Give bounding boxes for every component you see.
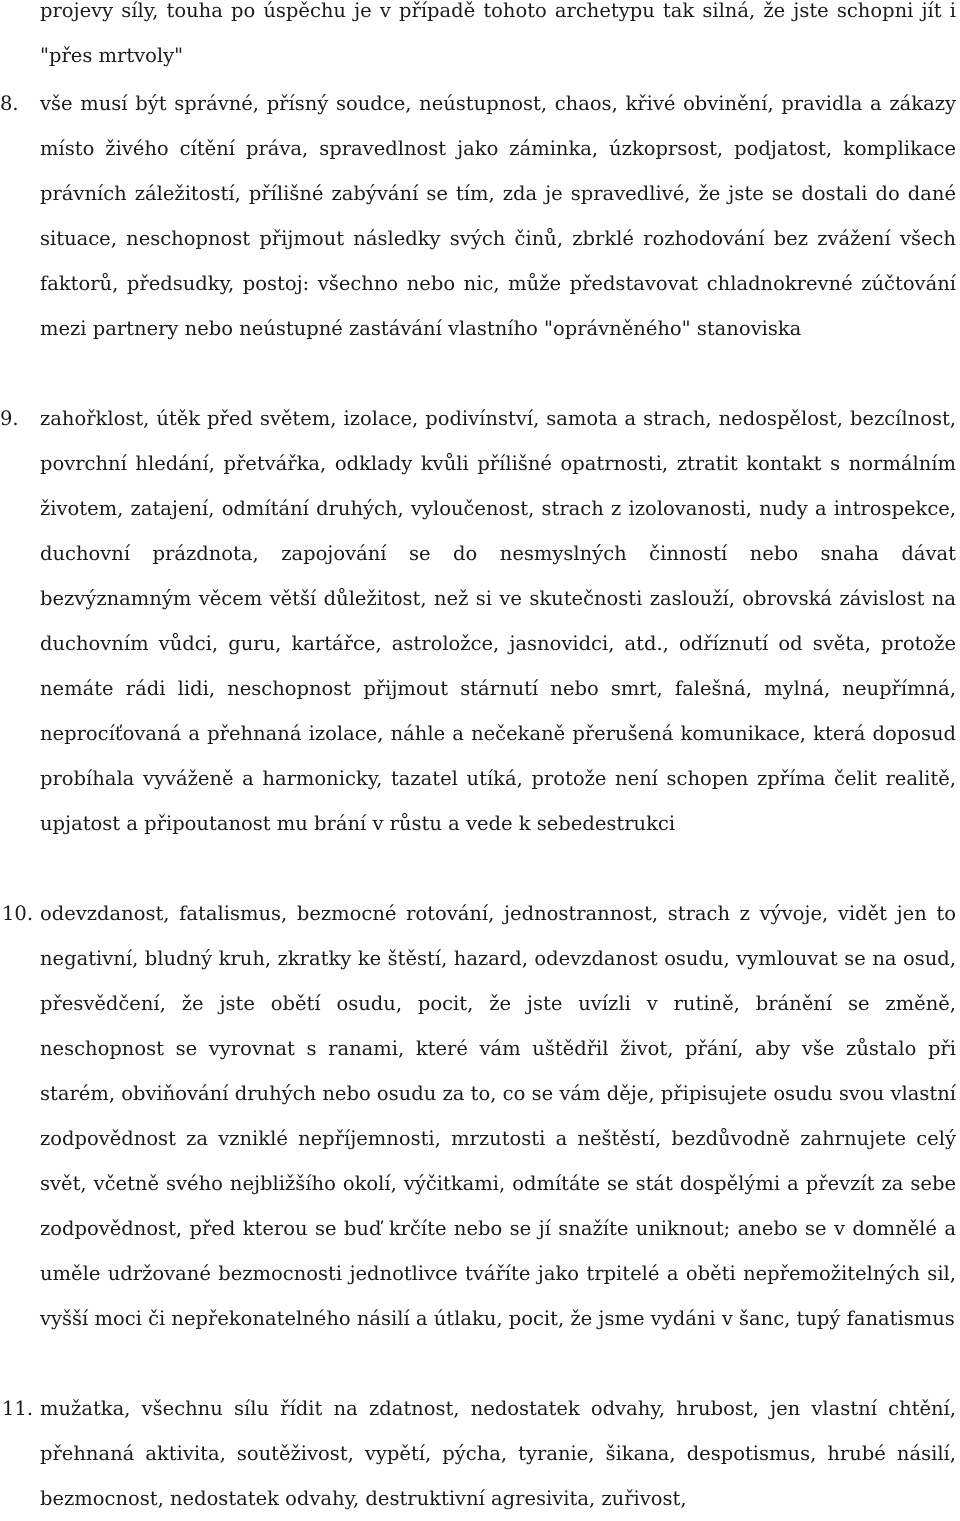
list-item-text: odevzdanost, fatalismus, bezmocné rotování, jednostrannost, strach z vývoje, vidět jen to negativní, bludný kruh, zkratky ke štěstí, hazard, odevzdanost osudu, vymlouvat se na osud, přesvědčení, že jste obětí osudu, pocit, že jste uvízli v rutině, bránění se změně, neschopnost se vyrovnat s ranami, které vám uštědřil život, přání, aby vše zůstalo při starém, obviňování druhých nebo osudu za to, co se vám děje, připisujete osudu svou vlastní zodpovědnost za vzniklé nepříjemnosti, mrzutosti a neštěstí, bezdůvodně zahrnujete celý svět, včetně svého nejbližšího okolí, výčitkami, odmítáte se stát dospělými a převzít za sebe zodpovědnost, před kterou se buď krčíte nebo se jí snažíte uniknout; anebo se v domnělé a uměle udržované bezmocnosti jednotlivce tváříte jako trpitelé a oběti nepřemožitelných sil, vyšší moci či nepřekonatelného násilí a útlaku, pocit, že jsme vydáni v šanc, tupý fanatismus bbox=[40, 902, 956, 1330]
list-item-number: 8. bbox=[0, 92, 19, 115]
list-item-text: vše musí být správné, přísný soudce, neústupnost, chaos, křivé obvinění, pravidla a zákazy místo živého cítění práva, spravedlnost jako záminka, úzkoprsost, podjatost, komplikace právních záležitostí, přílišné zabývání se tím, zda je spravedlivé, že jste se dostali do dané situace, neschopnost přijmout následky svých činů, zbrklé rozhodování bez zvážení všech faktorů, předsudky, postoj: všechno nebo nic, může představovat chladnokrevné zúčtování mezi partnery nebo neústupné zastávání vlastního "oprávněného" stanoviska bbox=[40, 92, 956, 340]
list-item-text: zahořklost, útěk před světem, izolace, podivínství, samota a strach, nedospělost, bezcílnost, povrchní hledání, přetvářka, odklady kvůli přílišné opatrnosti, ztratit kontakt s normálním životem, zatajení, odmítání druhých, vyloučenost, strach z izolovanosti, nudy a introspekce, duchovní prázdnota, zapojování se do nesmyslných činností nebo snaha dávat bezvýznamným věcem větší důležitost, než si ve skutečnosti zaslouží, obrovská závislost na duchovním vůdci, guru, kartářce, astroložce, jasnovidci, atd., odříznutí od světa, protože nemáte rádi lidi, neschopnost přijmout stárnutí nebo smrt, falešná, mylná, neupřímná, neprocíťovaná a přehnaná izolace, náhle a nečekaně přerušená komunikace, která doposud probíhala vyváženě a harmonicky, tazatel utíká, protože není schopen zpříma čelit realitě, upjatost a připoutanost mu brání v růstu a vede k sebedestrukci bbox=[40, 407, 956, 835]
list-item-number: 9. bbox=[0, 407, 19, 430]
list-item-number: 11. bbox=[2, 1397, 34, 1420]
continuation-paragraph: projevy síly, touha po úspěchu je v případě tohoto archetypu tak silná, že jste schopni jít i "přes mrtvoly" bbox=[40, 0, 956, 67]
list-item-text: mužatka, všechnu sílu řídit na zdatnost, nedostatek odvahy, hrubost, jen vlastní chtění, přehnaná aktivita, soutěživost, vypětí, pýcha, tyranie, šikana, despotismus, hrubé násilí, bezmocnost, nedostatek odvahy, destruktivní agresivita, zuřivost, bbox=[40, 1397, 956, 1510]
list-item-number: 10. bbox=[2, 902, 34, 925]
